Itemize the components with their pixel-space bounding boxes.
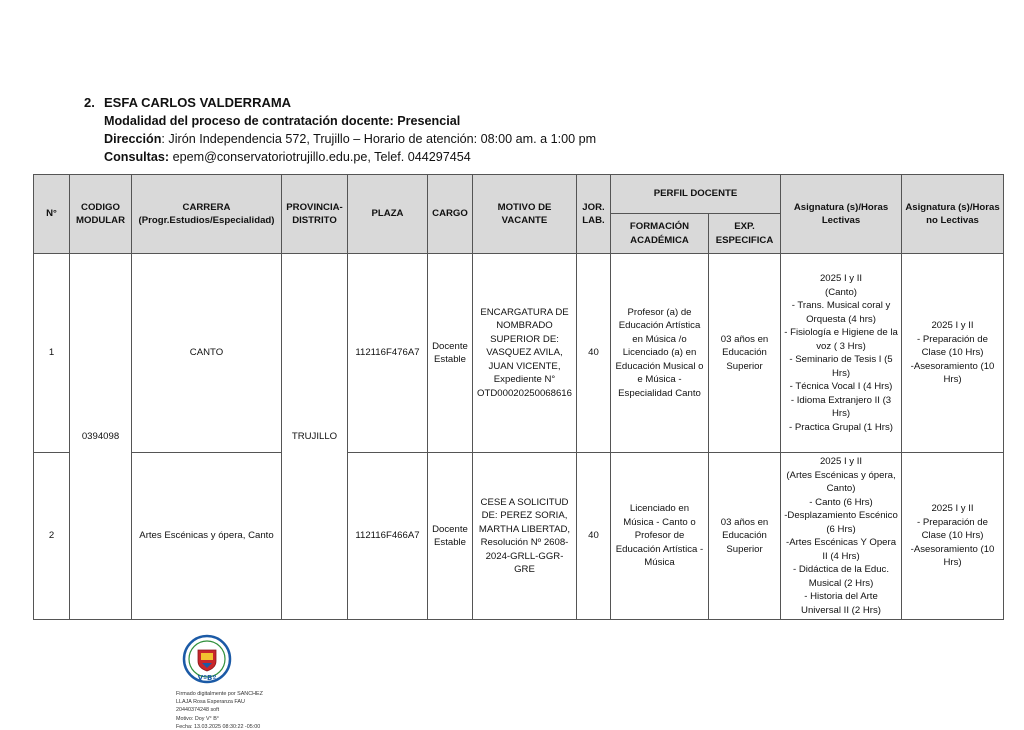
header-cargo: CARGO (428, 175, 473, 254)
header-jornada: JOR. LAB. (577, 175, 611, 254)
modality-line: Modalidad del proceso de contratación docente: Presencial (104, 114, 461, 128)
lectivas-cell: 2025 I y II (Canto) - Trans. Musical coral y Orquesta (4 hrs) - Fisiología e Higiene de la voz ( 3 Hrs) - Seminario de Tesis I (5 Hrs) - Técnica Vocal I (4 Hrs) - Idioma Extranjero II (3 Hrs) - Practica Grupal (1 Hrs) (781, 254, 902, 453)
signature-line: Fecha: 13.03.2025 08:30:22 -05:00 (176, 723, 261, 730)
header-lectivas: Asignatura (s)/Horas Lectivas (781, 175, 902, 254)
codigo-modular-cell: 0394098 (70, 254, 132, 620)
digital-signature-stamp (176, 634, 276, 730)
formacion-cell: Licenciado en Música - Canto o Profesor de Educación Artística - Música (611, 453, 709, 620)
header-no-lectivas: Asignatura (s)/Horas no Lectivas (902, 175, 1004, 254)
carrera-cell: Artes Escénicas y ópera, Canto (132, 453, 282, 620)
official-seal-icon (182, 634, 232, 684)
motivo-cell: CESE A SOLICITUD DE: PEREZ SORIA, MARTHA LIBERTAD, Resolución Nº 2608-2024-GRLL-GGR-GRE (473, 453, 577, 620)
section-number: 2. (84, 95, 95, 110)
seal-text: VºBº (197, 674, 217, 682)
header-codigo-modular: CODIGO MODULAR (70, 175, 132, 254)
row-number: 1 (34, 254, 70, 453)
cargo-cell: Docente Estable (428, 254, 473, 453)
contact-line (84, 148, 984, 166)
header-perfil-docente: PERFIL DOCENTE (611, 175, 781, 214)
carrera-cell: CANTO (132, 254, 282, 453)
motivo-cell: ENCARGATURA DE NOMBRADO SUPERIOR DE: VASQUEZ AVILA, JUAN VICENTE, Expediente N° OTD00020250068616 (473, 254, 577, 453)
table-row (34, 453, 1004, 620)
no-lectivas-cell: 2025 I y II - Preparación de Clase (10 Hrs) -Asesoramiento (10 Hrs) (902, 453, 1004, 620)
lectivas-cell: 2025 I y II (Artes Escénicas y ópera, Canto) - Canto (6 Hrs) -Desplazamiento Escénico (6 Hrs) -Artes Escénicas Y Opera II (4 Hrs) - Didáctica de la Educ. Musical (2 Hrs) - Historia del Arte Universal II (2 Hrs) (781, 453, 902, 620)
row-number: 2 (34, 453, 70, 620)
jornada-cell: 40 (577, 453, 611, 620)
header-carrera: CARRERA (Progr.Estudios/Especialidad) (132, 175, 282, 254)
signature-line: 20440374248 soft (176, 707, 220, 714)
address-line (84, 130, 984, 148)
experiencia-cell: 03 años en Educación Superior (709, 453, 781, 620)
table-row (34, 254, 1004, 453)
contact-text: epem@conservatoriotrujillo.edu.pe, Telef. 044297454 (169, 150, 471, 164)
cargo-cell: Docente Estable (428, 453, 473, 620)
provincia-cell: TRUJILLO (282, 254, 348, 620)
formacion-cell: Profesor (a) de Educación Artística en Música /o Licenciado (a) en Educación Musical o e Música - Especialidad Canto (611, 254, 709, 453)
header-plaza: PLAZA (348, 175, 428, 254)
jornada-cell: 40 (577, 254, 611, 453)
header-motivo: MOTIVO DE VACANTE (473, 175, 577, 254)
address-text: : Jirón Independencia 572, Trujillo – Horario de atención: 08:00 am. a 1:00 pm (161, 132, 597, 146)
no-lectivas-cell: 2025 I y II - Preparación de Clase (10 Hrs) -Asesoramiento (10 Hrs) (902, 254, 1004, 453)
vacancy-table (33, 174, 1004, 620)
header-formacion: FORMACIÓN ACADÉMICA (611, 214, 709, 254)
header-provincia: PROVINCIA-DISTRITO (282, 175, 348, 254)
plaza-cell: 112116F476A7 (348, 254, 428, 453)
signature-line: Firmado digitalmente por SANCHEZ (176, 691, 263, 697)
section-title-text: ESFA CARLOS VALDERRAMA (104, 95, 292, 110)
contact-label: Consultas: (104, 150, 170, 164)
header-experiencia: EXP. ESPECIFICA (709, 214, 781, 254)
section-title (84, 94, 984, 112)
header-n: N° (34, 175, 70, 254)
experiencia-cell: 03 años en Educación Superior (709, 254, 781, 453)
signature-line: LLAJA Rosa Esperanza FAU (176, 699, 245, 706)
plaza-cell: 112116F466A7 (348, 453, 428, 620)
document-header (84, 94, 984, 166)
address-label: Dirección (104, 132, 162, 146)
signature-line: Motivo: Doy V° B° (176, 715, 219, 722)
